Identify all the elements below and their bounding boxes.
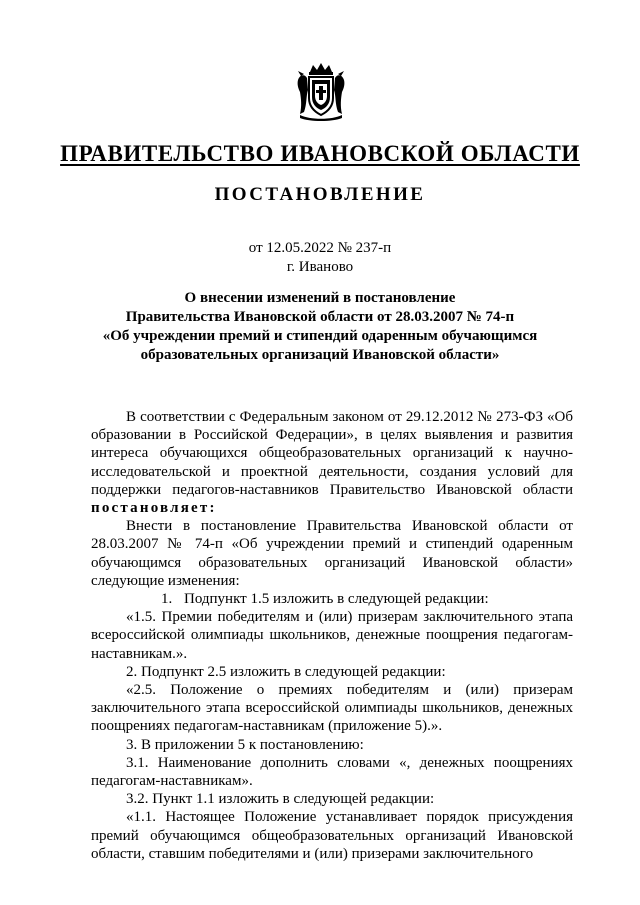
preamble-paragraph (91, 408, 573, 517)
document-subject (60, 289, 580, 365)
body-paragraph: 3. В приложении 5 к постановлению: (126, 736, 364, 753)
item-number: 1. (161, 591, 173, 608)
document-type-heading: ПОСТАНОВЛЕНИЕ (214, 184, 426, 205)
body-paragraph (91, 590, 573, 608)
body-paragraph: «1.1. Настоящее Положение устанавливает порядок присуждения премий обучающимся общеобразовательных организаций Ивановской области, ставшим победителями и (или) призерами заключительного (91, 809, 573, 862)
body-paragraph: 3.2. Пункт 1.1 изложить в следующей редакции: (126, 791, 435, 808)
body-paragraph: 2. Подпункт 2.5 изложить в следующей редакции: (126, 663, 446, 680)
body-paragraph: «1.5. Премии победителям и (или) призерам заключительного этапа всероссийской олимпиады школьников, денежные поощрения педагогам-наставникам.». (91, 609, 573, 662)
resolves-keyword: постановляет: (91, 500, 217, 517)
document-date-number: от 12.05.2022 № 237-п (248, 240, 392, 256)
government-title: ПРАВИТЕЛЬСТВО ИВАНОВСКОЙ ОБЛАСТИ (60, 141, 580, 166)
item-text: Подпункт 1.5 изложить в следующей редакции: (184, 591, 489, 608)
body-paragraph: «2.5. Положение о премиях победителям и (или) призерам заключительного этапа всероссийской олимпиады школьников, денежных поощрениях педагогам-наставникам (приложение 5).». (91, 682, 573, 735)
coat-of-arms-emblem (296, 62, 346, 122)
subject-line: «Об учреждении премий и стипендий одаренным обучающимся (102, 328, 538, 344)
document-body (91, 408, 573, 863)
subject-line: Правительства Ивановской области от 28.03.2007 № 74-п (125, 309, 515, 325)
subject-line: О внесении изменений в постановление (184, 290, 456, 306)
preamble-text: В соответствии с Федеральным законом от 29.12.2012 № 273-ФЗ «Об образовании в Российской Федерации», в целях выявления и развития интереса обучающихся общеобразовательных организаций к научно-исследовательской и проектной деятельности, создания условий для поддержки педагогов-наставников Правительство Ивановской области (91, 409, 573, 498)
body-paragraph: 3.1. Наименование дополнить словами «, денежных поощрениях педагогам-наставникам». (91, 754, 573, 790)
body-paragraph: Внести в постановление Правительства Ивановской области от 28.03.2007 № 74-п «Об учреждении премий и стипендий одаренным обучающимся образовательных организаций Ивановской области» следующие изменения: (91, 518, 573, 589)
document-city: г. Иваново (286, 259, 354, 275)
document-meta (0, 239, 640, 277)
subject-line: образовательных организаций Ивановской области» (140, 347, 500, 363)
